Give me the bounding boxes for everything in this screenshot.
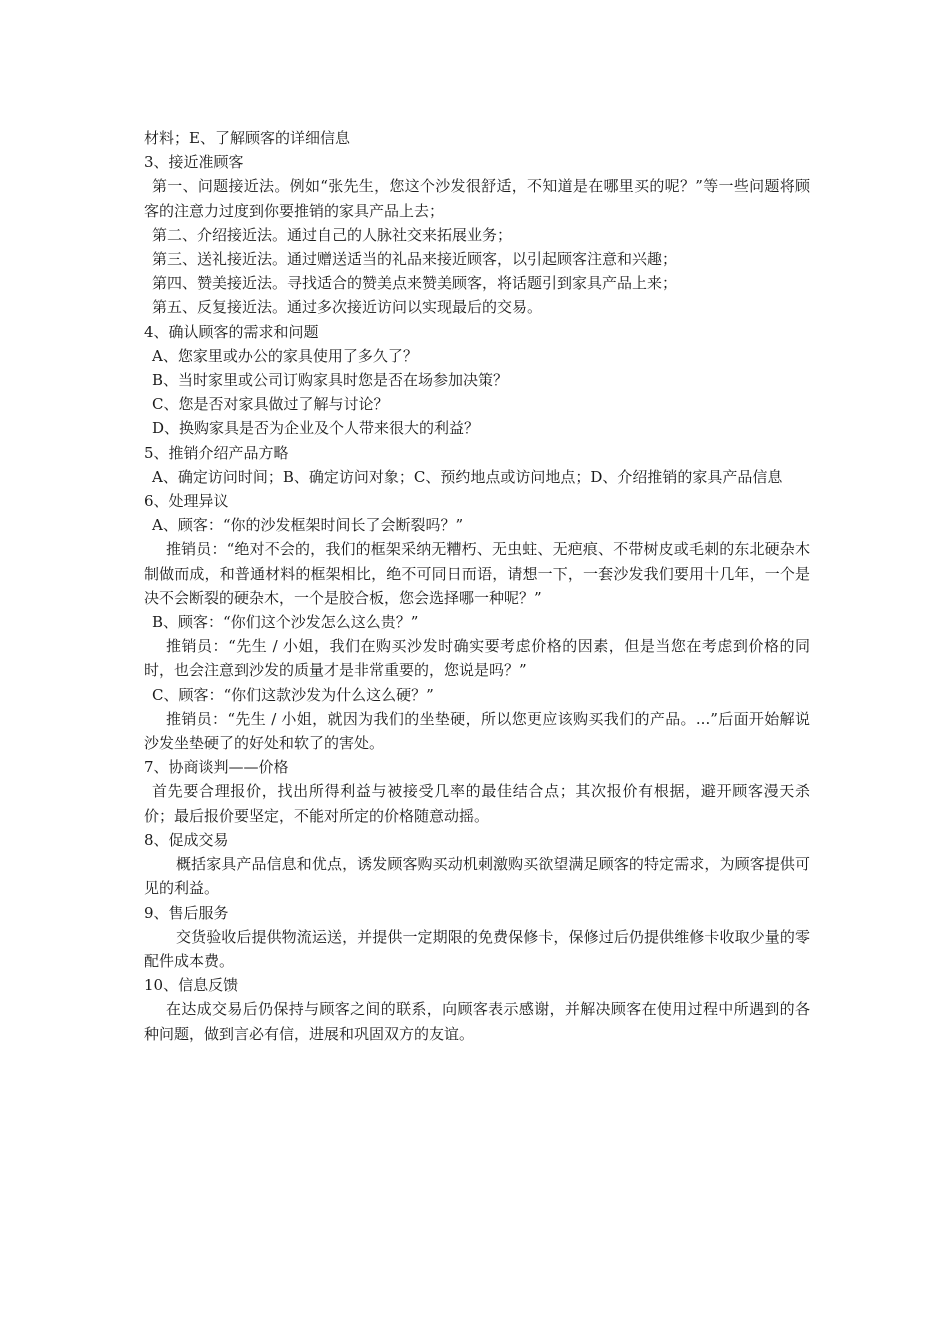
paragraph: 首先要合理报价，找出所得利益与被接受几率的最佳结合点；其次报价有根据，避开顾客漫天杀价；最后报价要坚定，不能对所定的价格随意动摇。: [144, 782, 810, 825]
section-heading-3: 3、接近准顾客: [144, 153, 244, 172]
list-item: C、您是否对家具做过了解与讨论？: [152, 395, 389, 414]
document-body: [144, 126, 810, 1046]
paragraph: 第一、问题接近法。例如“张先生，您这个沙发很舒适，不知道是在哪里买的呢？”等一些问题将顾客的注意力过度到你要推销的家具产品上去；: [144, 177, 810, 220]
customer-question: A、顾客：“你的沙发框架时间长了会断裂吗？”: [152, 516, 464, 535]
customer-question: C、顾客：“你们这款沙发为什么这么硬？”: [152, 685, 434, 704]
customer-question: B、顾客：“你们这个沙发怎么这么贵？”: [152, 613, 419, 632]
section-heading-7: 7、协商谈判——价格: [144, 758, 289, 777]
section-heading-8: 8、促成交易: [144, 830, 229, 849]
paragraph: 交货验收后提供物流运送，并提供一定期限的免费保修卡，保修过后仍提供维修卡收取少量的零配件成本费。: [144, 927, 810, 970]
section-heading-6: 6、处理异议: [144, 492, 229, 511]
section-heading-4: 4、确认顾客的需求和问题: [144, 322, 319, 341]
section-heading-5: 5、推销介绍产品方略: [144, 443, 289, 462]
paragraph: 第三、送礼接近法。通过赠送适当的礼品来接近顾客，以引起顾客注意和兴趣；: [152, 250, 678, 269]
salesperson-reply: 推销员：“绝对不会的，我们的框架采纳无糟朽、无虫蛀、无疤痕、不带树皮或毛刺的东北硬杂木制做而成，和普通材料的框架相比，绝不可同日而语，请想一下，一套沙发我们要用十几年，一个是决不会断裂的硬杂木，一个是胶合板，您会选择哪一种呢？”: [144, 540, 810, 607]
paragraph: 概括家具产品信息和优点，诱发顾客购买动机刺激购买欲望满足顾客的特定需求，为顾客提供可见的利益。: [144, 855, 810, 898]
salesperson-reply: 推销员：“先生 / 小姐，就因为我们的坐垫硬，所以您更应该购买我们的产品。...”后面开始解说沙发坐垫硬了的好处和软了的害处。: [144, 709, 810, 753]
list-item: B、当时家里或公司订购家具时您是否在场参加决策？: [152, 371, 509, 390]
section-heading-9: 9、售后服务: [144, 903, 229, 922]
paragraph: 第四、赞美接近法。寻找适合的赞美点来赞美顾客，将话题引到家具产品上来；: [152, 274, 678, 293]
intro-line: 材料；E、了解顾客的详细信息: [144, 129, 350, 147]
paragraph: 在达成交易后仍保持与顾客之间的联系，向顾客表示感谢，并解决顾客在使用过程中所遇到的各种问题，做到言必有信，进展和巩固双方的友谊。: [144, 1000, 810, 1043]
salesperson-reply: 推销员：“先生 / 小姐，我们在购买沙发时确实要考虑价格的因素，但是当您在考虑到价格的同时，也会注意到沙发的质量才是非常重要的，您说是吗？”: [144, 637, 810, 680]
section-heading-10: 10、信息反馈: [144, 976, 239, 995]
list-item: D、换购家具是否为企业及个人带来很大的利益？: [152, 419, 480, 438]
list-item: A、您家里或办公的家具使用了多久了？: [152, 346, 418, 365]
paragraph: 第二、介绍接近法。通过自己的人脉社交来拓展业务；: [152, 225, 513, 244]
paragraph: A、确定访问时间；B、确定访问对象；C、预约地点或访问地点；D、介绍推销的家具产品信息: [152, 467, 783, 486]
paragraph: 第五、反复接近法。通过多次接近访问以实现最后的交易。: [152, 298, 543, 317]
